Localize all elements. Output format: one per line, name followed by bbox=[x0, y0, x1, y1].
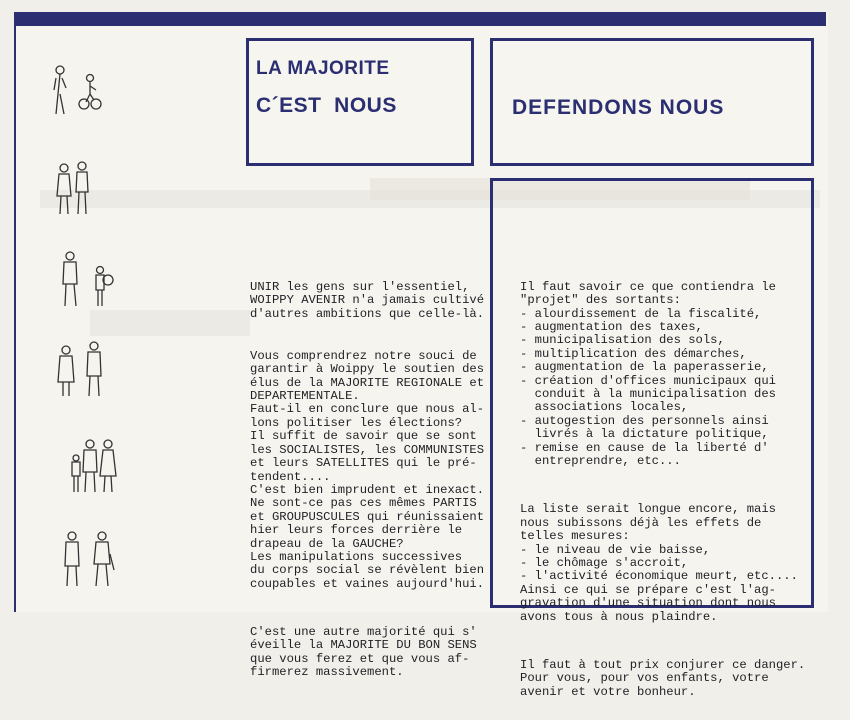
headline-left-line2: C´EST NOUS bbox=[256, 94, 397, 117]
left-paragraph-1: UNIR les gens sur l'essentiel, WOIPPY AVENIR n'a jamais cultivé d'autres ambitions que celle-là. bbox=[250, 279, 485, 321]
right-paragraph-3: Il faut à tout prix conjurer ce danger. Pour vous, pour vos enfants, votre avenir et votre bonheur. bbox=[520, 657, 806, 699]
man-with-child-icon bbox=[58, 250, 114, 315]
left-column bbox=[250, 254, 484, 701]
father-child-tricycle-icon bbox=[50, 64, 110, 129]
left-paragraph-2: Vous comprendrez notre souci de garantir à Woippy le soutien des élus de la MAJORITE REGIONALE et DEPARTEMENTALE. Faut-il en conclure que nous al- lons politiser les élections? Il suffit de savoir que se sont les SOCIALISTES, les COMMUNISTES et leurs SATELLITES qui le pré- tendent.... C'est bien imprudent et inexact. Ne sont-ce pas ces mêmes PARTIS et GROUPUSCULES qui réunissaient hier leurs forces derrière le drapeau de la GAUCHE? Les manipulations successives du corps social se révèlent bien coupables et vaines aujourd'hui. bbox=[250, 348, 485, 591]
couple-icon bbox=[52, 160, 102, 223]
couple-elderly-icon bbox=[54, 340, 110, 405]
top-border-bar bbox=[14, 12, 826, 26]
right-paragraph-2: La liste serait longue encore, mais nous subissons déjà les effets de telles mesures: - le niveau de vie baisse, - le chômage s'accroit, - l'activité économique meurt, etc.... Ainsi ce qui se prépare c'est l'ag- gravation d'une situation dont nous avons tous à nous plaindre. bbox=[520, 502, 798, 624]
right-paragraph-1: Il faut savoir ce que contiendra le "projet" des sortants: - alourdissement de la fiscalité, - augmentation des taxes, - municipalisation des sols, - multiplication des démarches, - augmentation de la paperasserie, - création d'offices municipaux qui conduit à la municipalisation des associations locales, - autogestion des personnels ainsi livrés à la dictature politique, - remise en cause de la liberté d' entreprendre, etc... bbox=[520, 279, 776, 469]
elderly-couple-icon bbox=[60, 528, 120, 593]
right-column bbox=[520, 254, 805, 720]
family-icon bbox=[66, 436, 122, 501]
headline-left-line1: LA MAJORITE bbox=[256, 58, 390, 79]
left-paragraph-3: C'est une autre majorité qui s' éveille la MAJORITE DU BON SENS que vous ferez et que vous af- firmerez massivement. bbox=[250, 624, 477, 680]
headline-right: DEFENDONS NOUS bbox=[512, 96, 725, 119]
